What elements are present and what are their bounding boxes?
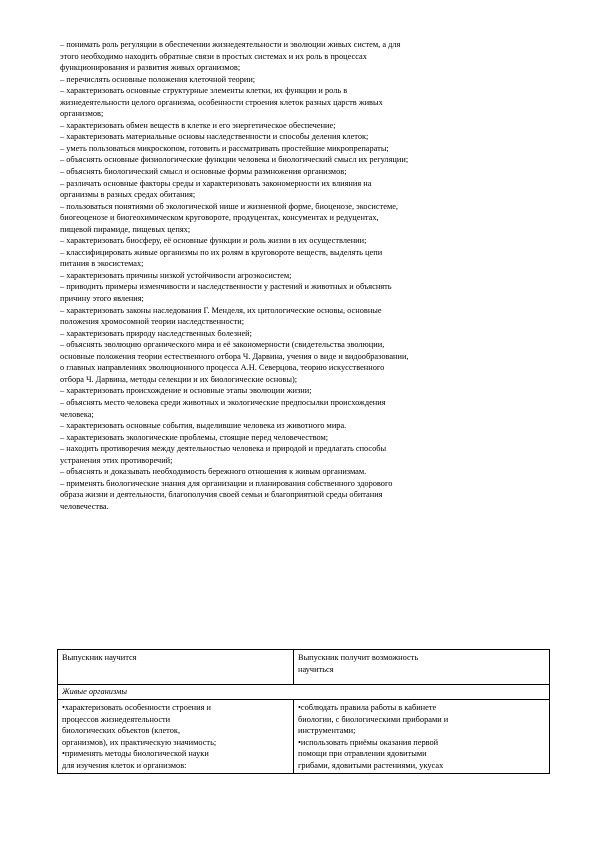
text-line: организмов; [60, 109, 104, 119]
header-learn-text: Выпускник научится [62, 653, 137, 662]
text-line: – характеризовать законы наследования Г. Менделя, их цитологические основы, основные [60, 305, 382, 315]
header-opportunity-line: Выпускник получит возможность [298, 653, 419, 662]
text-line: человека; [60, 409, 94, 419]
text-line: биогеоценозе и биогеохимическом круговороте, продуцентах, консументах и редуцентах, [60, 213, 379, 223]
text-line: – характеризовать биосферу, её основные функции и роль жизни в их осуществлении; [60, 236, 367, 246]
cell-line: помощи при отравлении ядовитыми [298, 749, 427, 758]
text-line: – объяснять место человека среди животных и экологические предпосылки происхождения [60, 397, 386, 407]
text-line: основные положения теории естественного отбора Ч. Дарвина, учения о виде и видообразовании, [60, 351, 409, 361]
text-line: жизнедеятельности целого организма, особенности строения клеток разных царств живых [60, 97, 383, 107]
cell-line: •характеризовать особенности строения и [62, 703, 211, 712]
cell-line: •соблюдать правила работы в кабинете [298, 703, 437, 712]
cell-line: инструментами; [298, 726, 356, 735]
text-line: – понимать роль регуляции в обеспечении жизнедеятельности и эволюции живых систем, а для [60, 40, 401, 49]
text-line: положения хромосомной теории наследственности; [60, 317, 245, 327]
cell-line: •использовать приёмы оказания первой [298, 737, 439, 747]
cell-line: биологии, с биологическими приборами и [298, 714, 449, 724]
cell-line: процессов жизнедеятельности [62, 714, 171, 724]
cell-line: грибами, ядовитыми растениями, укусах [298, 760, 444, 770]
text-line: отбора Ч. Дарвина, методы селекции и их биологические основы); [60, 374, 298, 384]
table-row [58, 700, 550, 774]
table-section-row [58, 685, 550, 700]
text-line: питания в экосистемах; [60, 259, 144, 269]
header-opportunity-line: научиться [298, 664, 334, 674]
text-line: – характеризовать экологические проблемы, стоящие перед человечеством; [60, 432, 329, 442]
text-line: пищевой пирамиде, пищевых цепях; [60, 224, 191, 234]
header-cell-opportunity [294, 650, 550, 685]
text-line: – характеризовать основные события, выделившие человека из животного мира. [60, 421, 347, 431]
text-line: – характеризовать происхождение и основные этапы эволюции жизни; [60, 386, 312, 396]
text-line: образа жизни и деятельности, благополучия своей семьи и благоприятной среды обитания [60, 490, 383, 500]
text-line: – пользоваться понятиями об экологической нише и жизненной форме, биоценозе, экосистеме, [60, 201, 399, 211]
text-line: – уметь пользоваться микроскопом, готовить и рассматривать простейшие микропрепараты; [60, 143, 389, 153]
text-line: – характеризовать основные структурные элементы клетки, их функции и роль в [60, 86, 348, 96]
text-line: – объяснять биологический смысл и основные формы размножения организмов; [60, 167, 347, 177]
text-line: функционирования и развития живых организмов; [60, 63, 241, 73]
text-line: – применять биологические знания для организации и планирования собственного здорового [60, 478, 393, 488]
text-line: человечества. [60, 501, 109, 511]
header-cell-learn [58, 650, 294, 685]
section-title-cell [58, 685, 550, 700]
table-header-row [58, 650, 550, 685]
text-line: – характеризовать обмен веществ в клетке и его энергетическое обеспечение; [60, 120, 336, 130]
text-line: – объяснять основные физиологические функции человека и биологический смысл их регуляции; [60, 155, 409, 165]
text-line: – приводить примеры изменчивости и наследственности у растений и животных и объяснять [60, 282, 392, 292]
section-title: Живые организмы [62, 687, 127, 696]
text-line: – классифицировать живые организмы по их ролям в круговороте веществ, выделять цепи [60, 247, 383, 257]
table-cell-learn [58, 700, 294, 774]
text-line: причину этого явления; [60, 294, 144, 304]
text-line: – характеризовать материальные основы наследственности и способы деления клеток; [60, 132, 369, 142]
text-line: этого необходимо находить обратные связи в простых системах и их роль в процессах [60, 51, 367, 61]
main-text [60, 39, 548, 512]
outcomes-table [57, 649, 550, 774]
cell-line: для изучения клеток и организмов: [62, 760, 187, 770]
text-line: – находить противоречия между деятельностью человека и природой и предлагать способы [60, 444, 387, 454]
text-line: – перечислять основные положения клеточной теории; [60, 74, 256, 84]
text-line: организмы в разных средах обитания; [60, 190, 196, 200]
text-line: – объяснять и доказывать необходимость бережного отношения к живым организмам. [60, 467, 367, 477]
text-line: о главных направлениях эволюционного процесса А.Н. Северцова, теорию искусственного [60, 363, 385, 373]
text-line: – различать основные факторы среды и характеризовать закономерности их влияния на [60, 178, 372, 188]
cell-line: •применять методы биологической науки [62, 749, 209, 758]
cell-line: биологических объектов (клеток, [62, 726, 181, 735]
text-line: – характеризовать природу наследственных болезней; [60, 328, 252, 338]
text-line: – характеризовать причины низкой устойчивости агроэкосистем; [60, 270, 292, 280]
cell-line: организмов), их практическую значимость; [62, 737, 217, 747]
text-line: – объяснять эволюцию органического мира и её закономерности (свидетельства эволюции, [60, 340, 385, 350]
table-cell-opportunity [294, 700, 550, 774]
text-line: устранения этих противоречий; [60, 455, 173, 465]
